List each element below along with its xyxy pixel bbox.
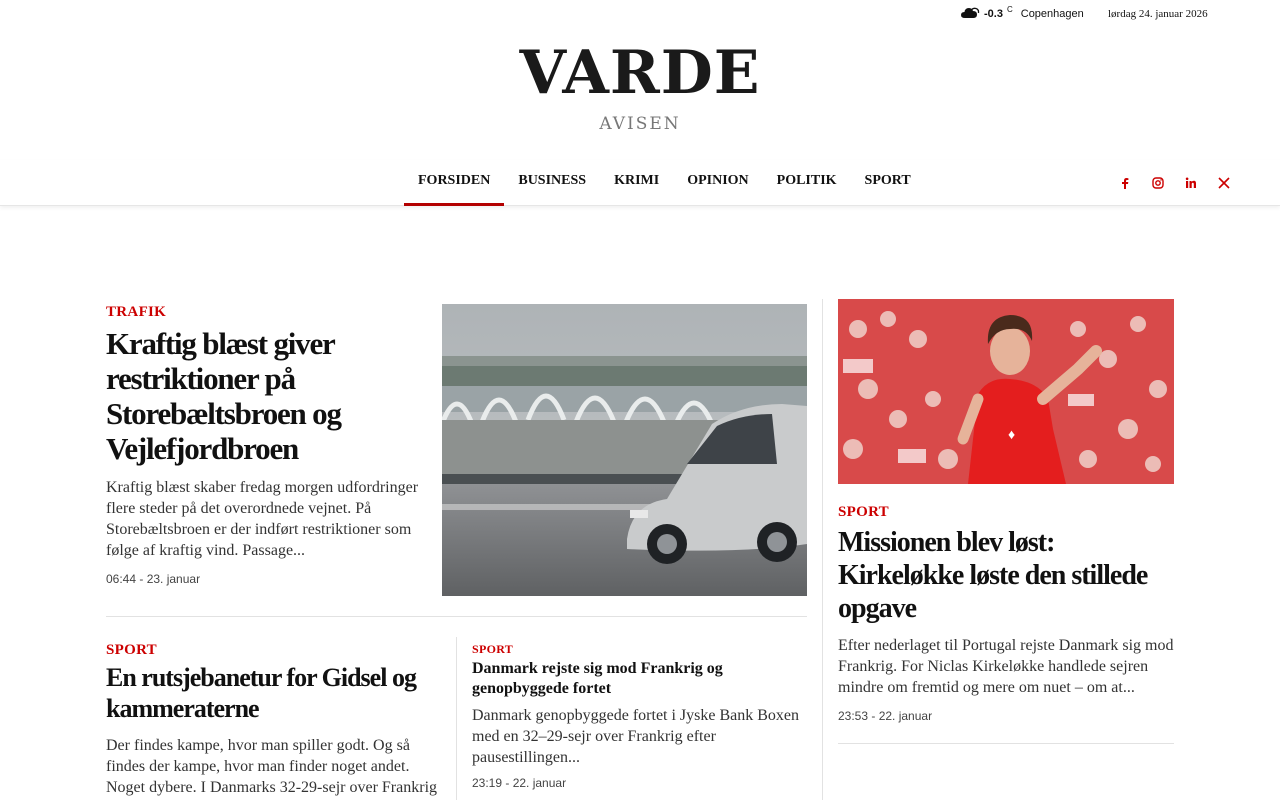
facebook-icon[interactable]	[1115, 173, 1135, 193]
right-article-title[interactable]: Missionen blev løst: Kirkeløkke løste den stillede opgave	[838, 527, 1148, 624]
article-2-excerpt: Der findes kampe, hvor man spiller godt. Og så findes der kampe, hvor man finder noget andet. Noget dybere. I Danmarks 32-29-sejr over Frankrig	[106, 737, 438, 796]
main-article-timestamp: 06:44 - 23. januar	[106, 572, 201, 586]
main-article-title[interactable]: Kraftig blæst giver restriktioner på Storebæltsbroen og Vejlefjordbroen	[106, 326, 341, 466]
cloudy-weather-icon	[960, 5, 980, 21]
weather-widget	[960, 5, 1084, 21]
article-3-title[interactable]: Danmark rejste sig mod Frankrig og genopbyggede fortet	[472, 660, 723, 697]
site-logo[interactable]	[0, 38, 1280, 134]
x-icon[interactable]	[1214, 173, 1234, 193]
nav-item-sport[interactable]: SPORT	[864, 173, 911, 188]
right-article-timestamp: 23:53 - 22. januar	[838, 709, 933, 723]
linkedin-icon[interactable]	[1181, 173, 1201, 193]
top-bar	[0, 0, 1280, 28]
divider	[838, 743, 1174, 744]
main-article-category[interactable]: TRAFIK	[106, 304, 167, 320]
nav-item-business[interactable]: BUSINESS	[518, 173, 587, 188]
logo-title[interactable]: VARDE	[519, 38, 761, 108]
temperature: -0.3	[984, 8, 1003, 20]
article-2-category[interactable]: SPORT	[106, 642, 157, 658]
main-article-excerpt: Kraftig blæst skaber fredag morgen udfordringer flere steder på det overordnede vejnet. På Storebæltsbroen er der indført restriktioner som følge af kraftig vind. Passage...	[106, 479, 419, 559]
svg-text:♦: ♦	[1008, 426, 1016, 442]
main-navigation	[0, 160, 1280, 206]
logo-subtitle: AVISEN	[599, 114, 681, 134]
social-links	[1115, 173, 1247, 193]
temperature-unit: C	[1006, 5, 1013, 14]
right-article-category[interactable]: SPORT	[838, 504, 889, 520]
instagram-icon[interactable]	[1148, 173, 1168, 193]
nav-item-forsiden[interactable]: FORSIDEN	[404, 160, 504, 206]
right-article-excerpt: Efter nederlaget til Portugal rejste Danmark sig mod Frankrig. For Niclas Kirkeløkke handlede sejren mindre om fremtid og mere om nuet – om at...	[838, 637, 1174, 696]
column-divider	[456, 637, 457, 800]
column-divider	[822, 299, 823, 800]
article-3-timestamp: 23:19 - 22. januar	[472, 776, 567, 790]
nav-item-opinion[interactable]: OPINION	[687, 173, 749, 188]
nav-item-politik[interactable]: POLITIK	[776, 173, 837, 188]
nav-menu	[404, 160, 925, 206]
main-article-image[interactable]	[442, 304, 807, 596]
divider	[106, 616, 807, 617]
nav-item-krimi[interactable]: KRIMI	[614, 173, 660, 188]
article-3-excerpt: Danmark genopbyggede fortet i Jyske Bank Boxen med en 32–29-sejr over Frankrig efter pausestillingen...	[472, 707, 800, 766]
current-date: lørdag 24. januar 2026	[1108, 8, 1208, 20]
article-3-category[interactable]: SPORT	[472, 642, 514, 656]
right-article-image[interactable]	[838, 299, 1174, 484]
article-2-title[interactable]: En rutsjebanetur for Gidsel og kammeraterne	[106, 663, 416, 723]
weather-city: Copenhagen	[1020, 8, 1084, 20]
